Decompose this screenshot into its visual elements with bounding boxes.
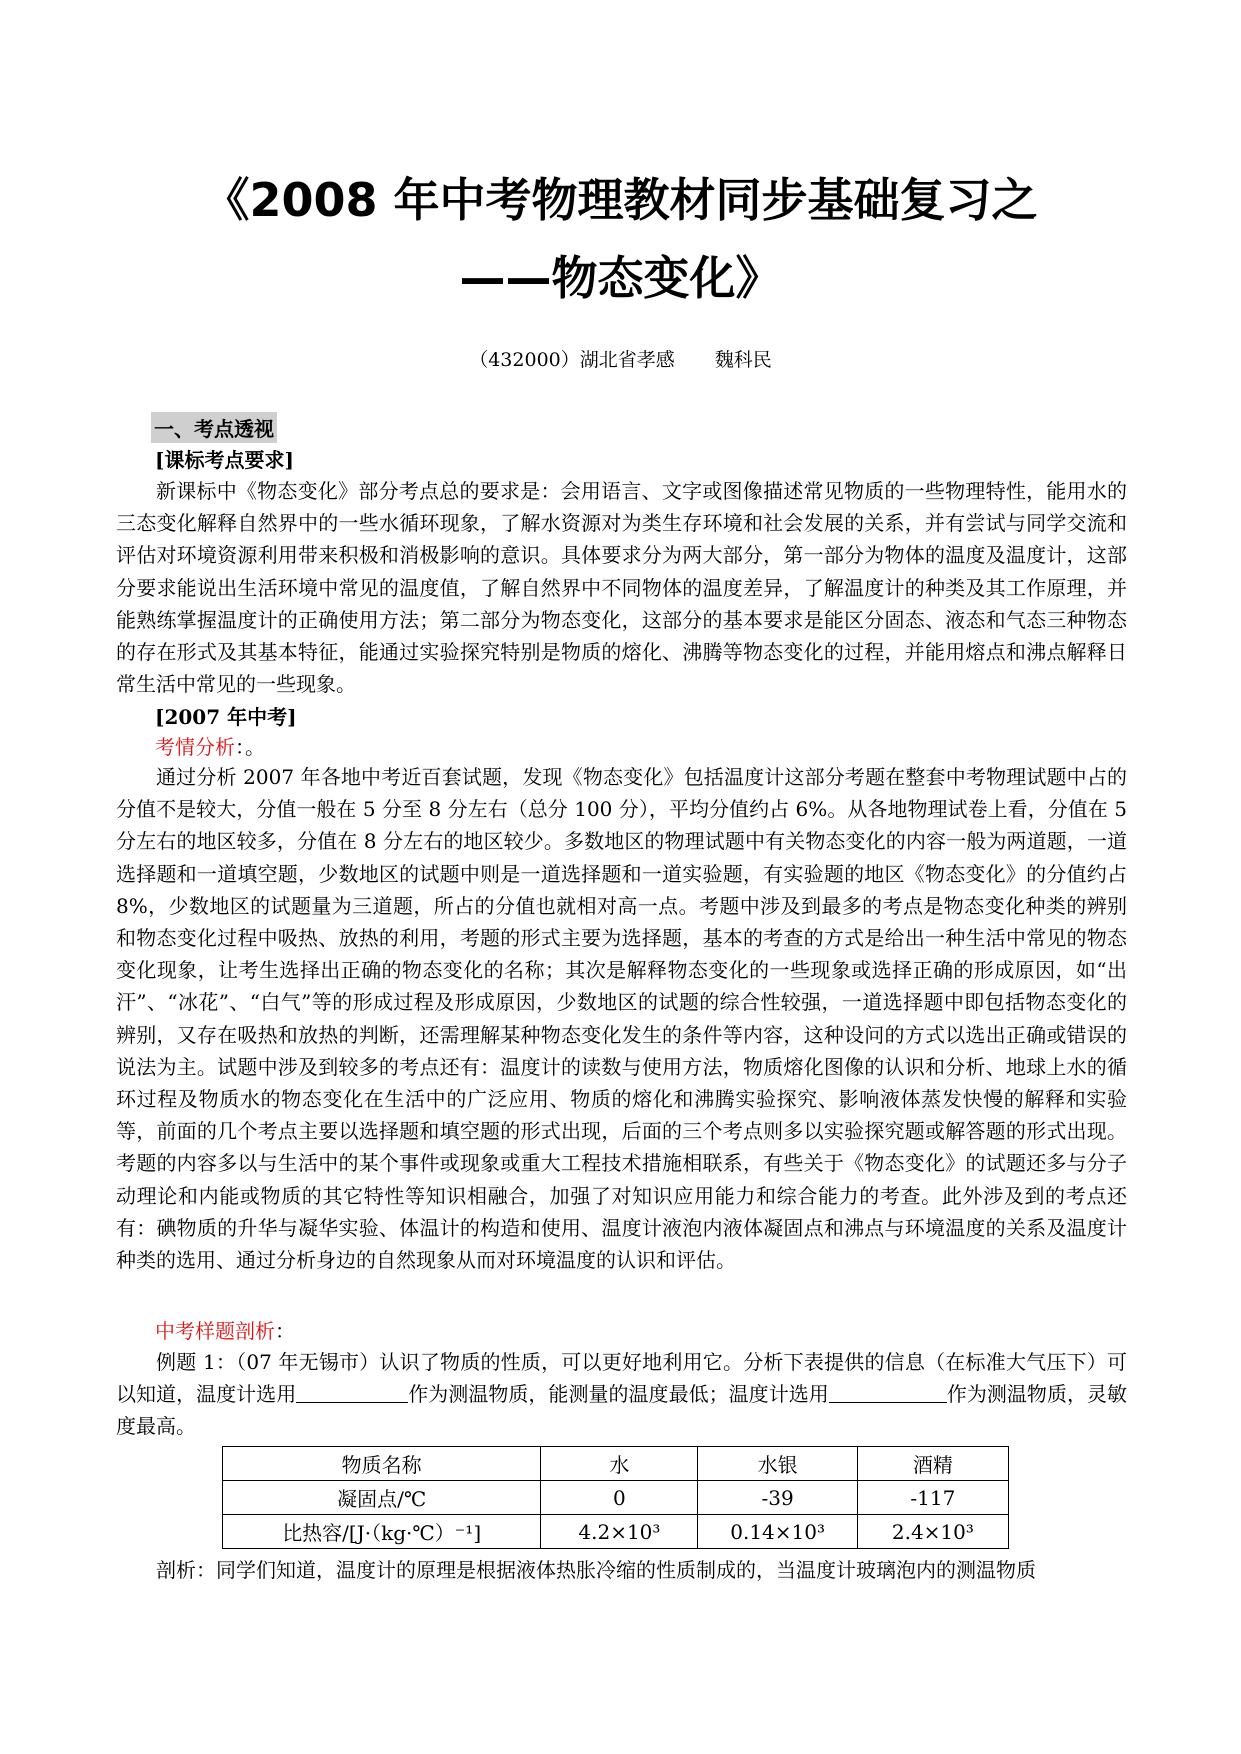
- requirements-paragraph: 新课标中《物态变化》部分考点总的要求是：会用语言、文字或图像描述常见物质的一些物理特性，能用水的三态变化解释自然界中的一些水循环现象，了解水资源对为类生存环境和社会发展的关系，并有尝试与同学交流和评估对环境资源利用带来积极和消极影响的意识。具体要求分为两大部分，第一部分为物体的温度及温度计，这部分要求能说出生活环境中常见的温度值，了解自然界中不同物体的温度差异，了解温度计的种类及其工作原理，并能熟练掌握温度计的正确使用方法；第二部分为物态变化，这部分的基本要求是能区分固态、液态和气态三种物态的存在形式及其基本特征，能通过实验探究特别是物质的熔化、沸腾等物态变化的过程，并能用熔点和沸点解释日常生活中常见的一些现象。: [116, 479, 1127, 697]
- table-header-cell: 物质名称: [223, 1447, 541, 1481]
- author-line: [0, 345, 1241, 372]
- example-1-text-c: 作为测温物质，灵敏度最高。: [116, 1382, 1128, 1439]
- table-cell: 凝固点/℃: [223, 1481, 541, 1515]
- table-cell: 0.14×10³: [698, 1515, 857, 1549]
- document-title-line-2: ——物态变化》: [459, 251, 782, 305]
- example-1-text-b: 作为测温物质，能测量的温度最低；温度计选用: [408, 1382, 829, 1407]
- samples-label-tail: ：: [275, 1319, 295, 1343]
- table-cell: 4.2×10³: [541, 1515, 698, 1549]
- example-1-text-a: 例题 1：（07 年无锡市）认识了物质的性质，可以更好地利用它。分析下表提供的信息（在标准大气压下）可以知道，温度计选用: [116, 1350, 1127, 1407]
- table-cell: 0: [541, 1481, 698, 1515]
- section-heading: 一、考点透视: [151, 412, 277, 443]
- samples-label: [155, 1315, 295, 1344]
- samples-label-text: 中考样题剖析: [155, 1319, 275, 1343]
- table-header-cell: 水: [541, 1447, 698, 1481]
- analysis-label-tail: ：。: [235, 735, 265, 759]
- table-cell: -39: [698, 1481, 857, 1515]
- table-row: [223, 1515, 1009, 1549]
- analysis-paragraph: 通过分析 2007 年各地中考近百套试题，发现《物态变化》包括温度计这部分考题在整套中考物理试题中占的分值不是较大，分值一般在 5 分至 8 分左右（总分 100 分），平均分值约占 6%。从各地物理试卷上看，分值在 5 分左右的地区较多，分值在 8 分左右的地区较少。多数地区的物理试题中有关物态变化的内容一般为两道题，一道选择题和一道填空题，少数地区的试题中则是一道选择题和一道实验题，有实验题的地区《物态变化》的分值约占 8%，少数地区的试题量为三道题，所占的分值也就相对高一点。考题中涉及到最多的考点是物态变化种类的辨别和物态变化过程中吸热、放热的利用，考题的形式主要为选择题，基本的考查的方式是给出一种生活中常见的物态变化现象，让考生选择出正确的物态变化的名称；其次是解释物态变化的一些现象或选择正确的形成原因，如“出汗”、“冰花”、“白气”等的形成过程及形成原因，少数地区的试题的综合性较强，一道选择题中即包括物态变化的辨别，又存在吸热和放热的判断，还需理解某种物态变化发生的条件等内容，这种设问的方式以选出正确或错误的说法为主。试题中涉及到较多的考点还有：温度计的读数与使用方法，物质熔化图像的认识和分析、地球上水的循环过程及物质水的物态变化在生活中的广泛应用、物质的熔化和沸腾实验探究、影响液体蒸发快慢的解释和实验等，前面的几个考点主要以选择题和填空题的形式出现，后面的三个考点则多以实验探究题或解答题的形式出现。考题的内容多以与生活中的某个事件或现象或重大工程技术措施相联系，有些关于《物态变化》的试题还多与分子动理论和内能或物质的其它特性等知识相融合，加强了对知识应用能力和综合能力的考查。此外涉及到的考点还有：碘物质的升华与凝华实验、体温计的构造和使用、温度计液泡内液体凝固点和沸点与环境温度的关系及温度计种类的选用、通过分析身边的自然现象从而对环境温度的认识和评估。: [116, 765, 1127, 1273]
- substance-properties-table: [222, 1446, 1009, 1549]
- table-header-cell: 酒精: [857, 1447, 1008, 1481]
- analysis-label: [155, 731, 265, 760]
- answer-blank-2: [829, 1382, 947, 1403]
- table-cell: 比热容/[J·（kg·℃）⁻¹]: [223, 1515, 541, 1549]
- table-header-row: [223, 1447, 1009, 1481]
- author-name: 魏科民: [714, 349, 772, 371]
- author-location: （432000）湖北省孝感: [469, 349, 675, 371]
- table-cell: -117: [857, 1481, 1008, 1515]
- exam-2007-heading: [2007 年中考]: [155, 705, 297, 729]
- table-cell: 2.4×10³: [857, 1515, 1008, 1549]
- answer-blank-1: [296, 1382, 408, 1403]
- requirements-heading: [课标考点要求]: [155, 448, 294, 472]
- analysis-label-text: 考情分析: [155, 735, 235, 759]
- analysis-answer-line: 剖析：同学们知道，温度计的原理是根据液体热胀冷缩的性质制成的，当温度计玻璃泡内的测温物质: [156, 1558, 1036, 1582]
- document-title-line-1: 《2008 年中考物理教材同步基础复习之: [203, 173, 1038, 227]
- table-row: [223, 1481, 1009, 1515]
- table-header-cell: 水银: [698, 1447, 857, 1481]
- example-1-paragraph: [116, 1346, 1127, 1443]
